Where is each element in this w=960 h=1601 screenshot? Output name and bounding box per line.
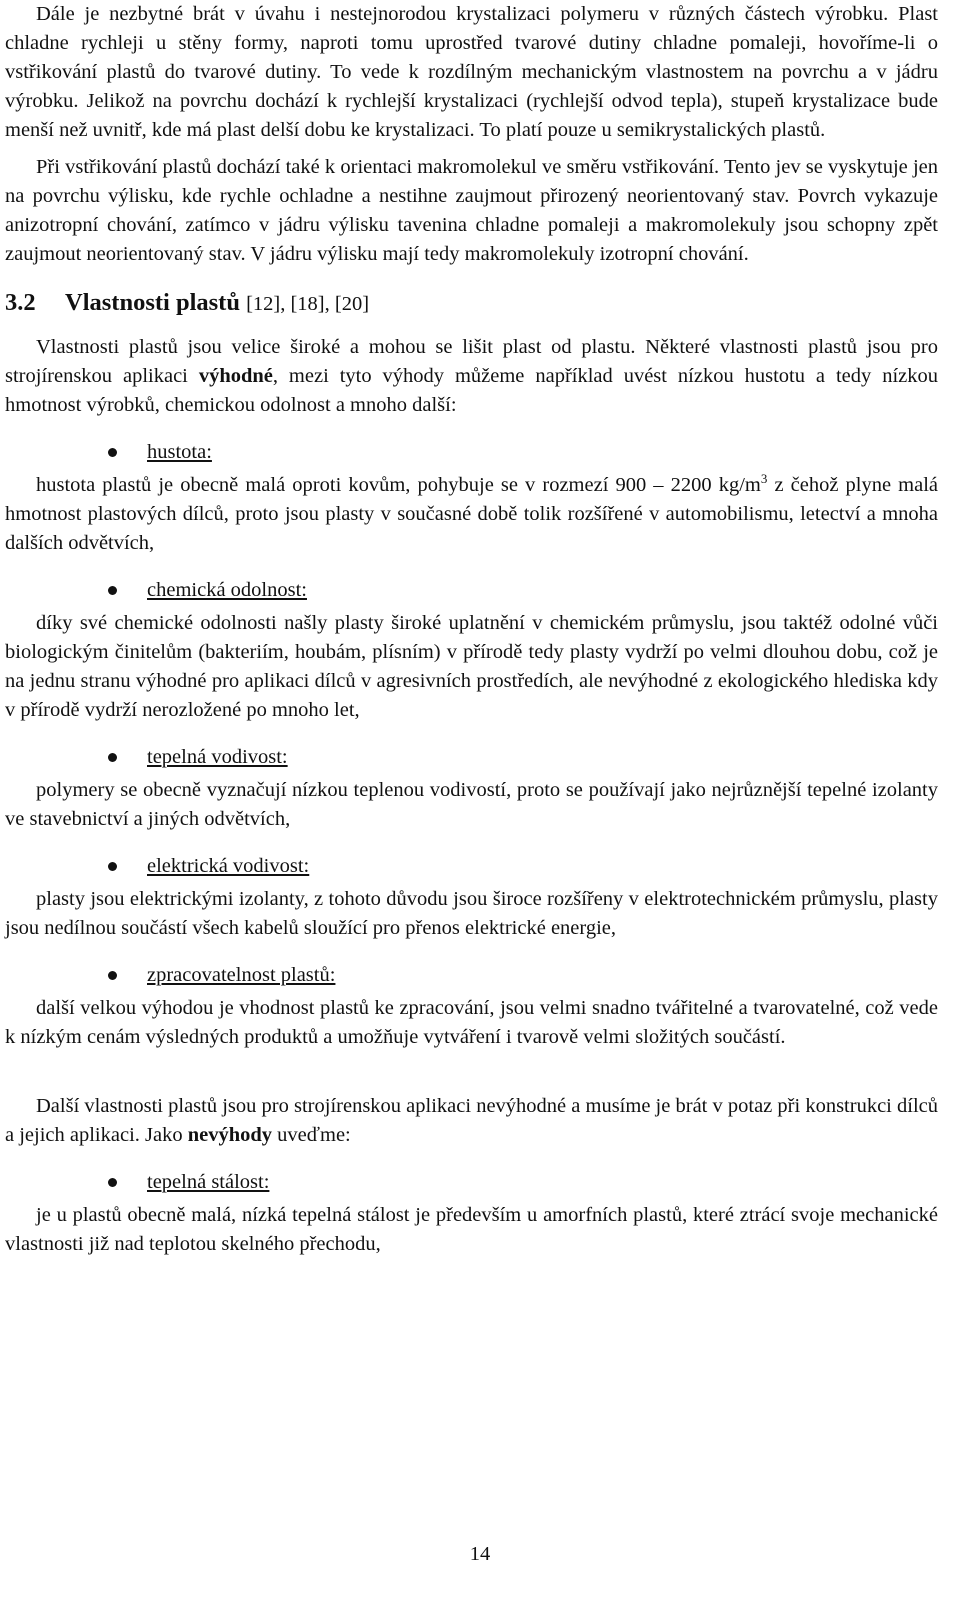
bullet-item (5, 852, 938, 881)
section-heading (5, 288, 938, 319)
disadvantages-intro-text-end: uveďme: (272, 1124, 351, 1146)
page-number: 14 (469, 1543, 491, 1565)
bullet-item (5, 743, 938, 772)
bullet-label: tepelná vodivost: (147, 746, 288, 768)
bullet-text: plasty jsou elektrickými izolanty, z tohoto důvodu jsou široce rozšířeny v elektrotechnickém průmyslu, plasty jsou nedílnou součástí všech kabelů sloužící pro přenos elektrické energie, (5, 888, 938, 939)
bullet-label: hustota: (147, 441, 212, 463)
bullet-icon (108, 586, 117, 595)
paragraph-crystallization: Dále je nezbytné brát v úvahu i nestejnorodou krystalizaci polymeru v různých částech výrobku. Plast chladne rychleji u stěny formy, naproti tomu uprostřed tvarové dutiny chladne pomaleji, hovoříme-li o vstřikování plastů do tvarové dutiny. To vede k rozdílným mechanickým vlastnostem na povrchu a v jádru výrobku. Jelikož na povrchu dochází k rychlejší krystalizaci (rychlejší odvod tepla), stupeň krystalizace bude menší než uvnitř, kde má plast delší dobu ke krystalizaci. To platí pouze u semikrystalických plastů. (5, 3, 938, 141)
section-references: [12], [18], [20] (246, 293, 370, 315)
bullet-label: zpracovatelnost plastů: (147, 964, 336, 986)
bullet-icon (108, 753, 117, 762)
paragraph-orientation: Při vstřikování plastů dochází také k orientaci makromolekul ve směru vstřikování. Tento jev se vyskytuje jen na povrchu výlisku, kde rychle ochladne a nestihne zaujmout přirozený neorientovaný stav. Povrch vykazuje anizotropní chování, zatímco v jádru výlisku tavenina chladne pomaleji a makromolekuly jsou schopny zpět zaujmout neorientovaný stav. V jádru výlisku mají tedy makromolekuly izotropní chování. (5, 156, 938, 265)
section-intro (5, 333, 938, 420)
bullet-text-part: hustota plastů je obecně malá oproti kovům, pohybuje se v rozmezí 900 – 2200 kg/m (36, 474, 761, 496)
intro-text-end: , mezi tyto výhody můžeme například uvést nízkou hustotu a tedy nízkou hmotnost výrobků, chemickou odolnost a mnoho další: (5, 365, 938, 416)
bullet-item (5, 438, 938, 467)
bullet-label: chemická odolnost: (147, 579, 307, 601)
bullet-text: další velkou výhodou je vhodnost plastů ke zpracování, jsou velmi snadno tvářitelné a tvarovatelné, což vede k nízkým cenám výsledných produktů a umožňuje vytváření i tvarově velmi složitých součástí. (5, 997, 938, 1048)
bullet-text-part: z čehož plyne malá hmotnost plastových dílců, proto jsou plasty v současné době tolik rozšířené v automobilismu, letectví a mnoha dalších odvětvích, (5, 474, 938, 554)
bullet-item (5, 576, 938, 605)
intro-text: Vlastnosti plastů jsou velice široké a mohou se lišit plast od plastu. Některé vlastnosti plastů jsou pro strojírenskou aplikaci (5, 336, 938, 387)
bullet-item (5, 1168, 938, 1197)
disadvantages-intro-text: Další vlastnosti plastů jsou pro strojírenskou aplikaci nevýhodné a musíme je brát v potaz při konstrukci dílců a jejich aplikaci. Jako (5, 1095, 938, 1146)
superscript: 3 (760, 471, 768, 487)
bullet-label: elektrická vodivost: (147, 855, 310, 877)
section-number: 3.2 (5, 289, 36, 316)
bullet-text: je u plastů obecně malá, nízká tepelná stálost je především u amorfních plastů, které ztrácí svoje mechanické vlastnosti již nad teplotou skelného přechodu, (5, 1204, 938, 1255)
disadvantages-intro (5, 1092, 938, 1150)
bullet-text: polymery se obecně vyznačují nízkou teplenou vodivostí, proto se používají jako nejrůznější tepelné izolanty ve stavebnictví a jiných odvětvích, (5, 779, 938, 830)
bullet-icon (108, 448, 117, 457)
bullet-text: díky své chemické odolnosti našly plasty široké uplatnění v chemickém průmyslu, jsou taktéž odolné vůči biologickým činitelům (bakteriím, houbám, plísním) v přírodě tedy plasty vydrží po velmi dlouhou dobu, což je na jednu stranu výhodné pro aplikaci dílců v agresivních prostředích, ale nevýhodné z ekologického hlediska kdy v přírodě vydrží nerozložené po mnoho let, (5, 612, 938, 721)
bullet-text (5, 471, 938, 558)
section-title: Vlastnosti plastů (65, 289, 240, 316)
bullet-icon (108, 862, 117, 871)
bullet-icon (108, 1178, 117, 1187)
disadvantages-intro-bold: nevýhody (187, 1124, 273, 1146)
bullet-label: tepelná stálost: (147, 1171, 270, 1193)
intro-bold: výhodné (198, 365, 273, 387)
bullet-icon (108, 971, 117, 980)
bullet-item (5, 961, 938, 990)
